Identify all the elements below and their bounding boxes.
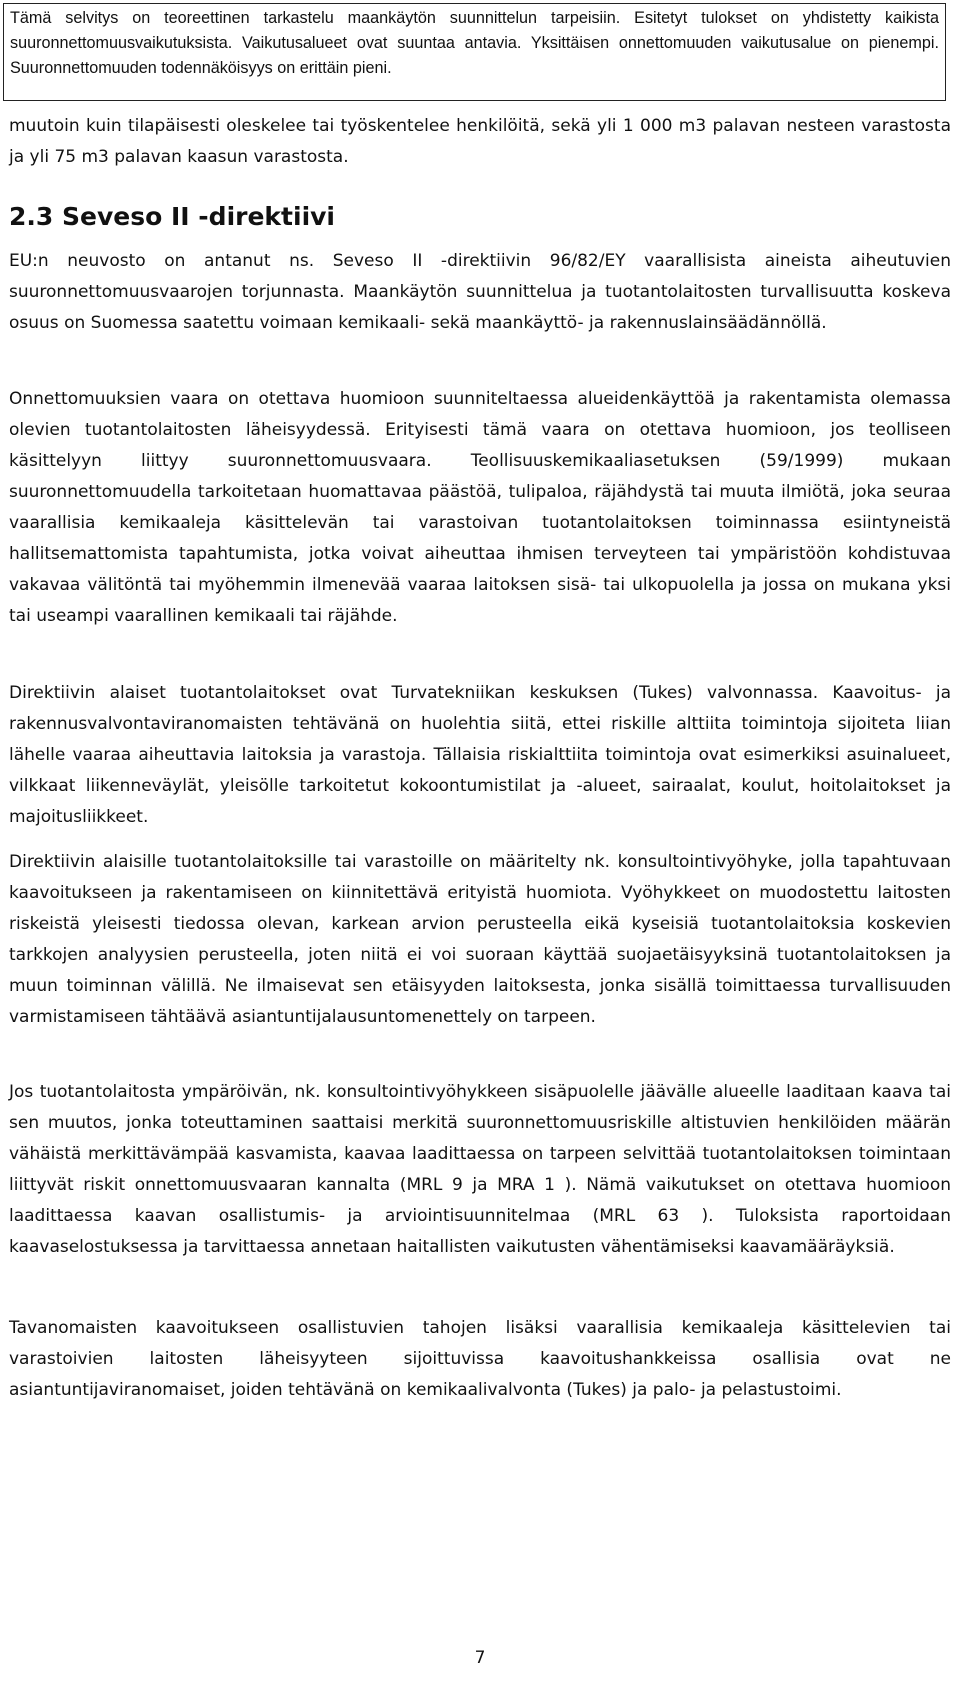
paragraph-participants: Tavanomaisten kaavoitukseen osallistuvien tahojen lisäksi vaarallisia kemikaaleja käsittelevien tai varastoivien laitosten läheisyyteen sijoittuvissa kaavoitushankkeissa osallisia ovat ne asiantuntijaviranomaiset, joiden tehtävänä on kemikaalivalvonta (Tukes) ja palo- ja pelastustoimi.: [9, 1318, 951, 1400]
paragraph-accident-risk: Onnettomuuksien vaara on otettava huomioon suunniteltaessa alueidenkäyttöä ja rakentamista olemassa olevien tuotantolaitosten läheisyydessä. Erityisesti tämä vaara on otettava huomioon, jos teolliseen käsittelyyn liittyy suuronnettomuusvaara. Teollisuuskemikaaliasetuksen (59/1999) mukaan suuronnettomuudella tarkoitetaan huomattavaa päästöä, tulipaloa, räjähdystä tai muuta ilmiötä, joka seuraa vaarallisia kemikaaleja käsittelevän tai varastoivan tuotantolaitoksen toiminnassa esiintyneistä hallitsemattomista tapahtumista, jotka voivat aiheuttaa ihmisen terveyteen tai ympäristöön kohdistuvaa vakavaa välitöntä tai myöhemmin ilmenevää vaaraa laitoksen sisä- tai ulkopuolella ja jossa on mukana yksi tai useampi vaarallinen kemikaali tai räjähde.: [9, 389, 951, 626]
paragraph-tukes-supervision: Direktiivin alaiset tuotantolaitokset ovat Turvatekniikan keskuksen (Tukes) valvonnassa. Kaavoitus- ja rakennusvalvontaviranomaisten tehtävänä on huolehtia siitä, ettei riskille alttiita toimintoja sijoiteta liian lähelle vaaraa aiheuttavia laitoksia ja varastoja. Tällaisia riskialttiita toimintoja ovat esimerkiksi asuinalueet, vilkkaat liikenneväylät, yleisölle tarkoitetut kokoontumistilat ja -alueet, sairaalat, koulut, hoitolaitokset ja majoitusliikkeet.: [9, 683, 951, 827]
paragraph-consultation-zone: Direktiivin alaisille tuotantolaitoksille tai varastoille on määritelty nk. konsultointivyöhyke, jolla tapahtuvaan kaavoitukseen ja rakentamiseen on kiinnitettävä erityistä huomiota. Vyöhykkeet on muodostettu laitosten riskeistä yleisesti tiedossa olevan, karkean arvion perusteella eikä kyseisiä tuotantolaitoksia koskevien tarkkojen analyysien perusteella, joten niitä ei voi suoraan käyttää suojaetäisyyksinä tuotantolaitoksen ja muun toiminnan välillä. Ne ilmaisevat sen etäisyyden laitoksesta, jonka sisällä toimittaessa turvallisuuden varmistamiseen tähtäävä asiantuntijalausuntomenettely on tarpeen.: [9, 852, 951, 1027]
intro-continuation: muutoin kuin tilapäisesti oleskelee tai työskentelee henkilöitä, sekä yli 1 000 m3 palavan nesteen varastosta ja yli 75 m3 palavan kaasun varastosta.: [9, 116, 951, 167]
disclaimer-box: [3, 3, 946, 101]
section-heading: [9, 200, 335, 234]
paragraph-seveso-intro: EU:n neuvosto on antanut ns. Seveso II -direktiivin 96/82/EY vaarallisista aineista aiheutuvien suuronnettomuusvaarojen torjunnasta. Maankäytön suunnittelua ja tuotantolaitosten turvallisuutta koskeva osuus on Suomessa saatettu voimaan kemikaali- sekä maankäyttö- ja rakennuslainsäädännöllä.: [9, 251, 951, 333]
section-title: Seveso II -direktiivi: [62, 202, 336, 231]
paragraph-zoning-requirements: Jos tuotantolaitosta ympäröivän, nk. konsultointivyöhykkeen sisäpuolelle jäävälle alueelle laaditaan kaava tai sen muutos, jonka toteuttaminen saattaisi merkitä suuronnettomuusriskille altistuvien henkilöiden määrän vähäistä merkittävämpää kasvamista, kaavaa laadittaessa on tarpeen selvittää tuotantolaitoksen toimintaan liittyvät riskit onnettomuusvaaran kannalta (MRL 9 ja MRA 1 ). Nämä vaikutukset on otettava huomioon laadittaessa kaavan osallistumis- ja arviointisuunnitelmaa (MRL 63 ). Tuloksista raportoidaan kaavaselostuksessa ja tarvittaessa annetaan haitallisten vaikutusten vähentämiseksi kaavamääräyksiä.: [9, 1082, 951, 1257]
disclaimer-text: Tämä selvitys on teoreettinen tarkastelu maankäytön suunnittelun tarpeisiin. Esitetyt tulokset on yhdistetty kaikista suuronnettomuusvaikutuksista. Vaikutusalueet ovat suuntaa antavia. Yksittäisen onnettomuuden vaikutusalue on pienempi. Suuronnettomuuden todennäköisyys on erittäin pieni.: [10, 9, 939, 77]
page-number: 7: [474, 1648, 486, 1668]
section-number: 2.3: [9, 202, 54, 231]
